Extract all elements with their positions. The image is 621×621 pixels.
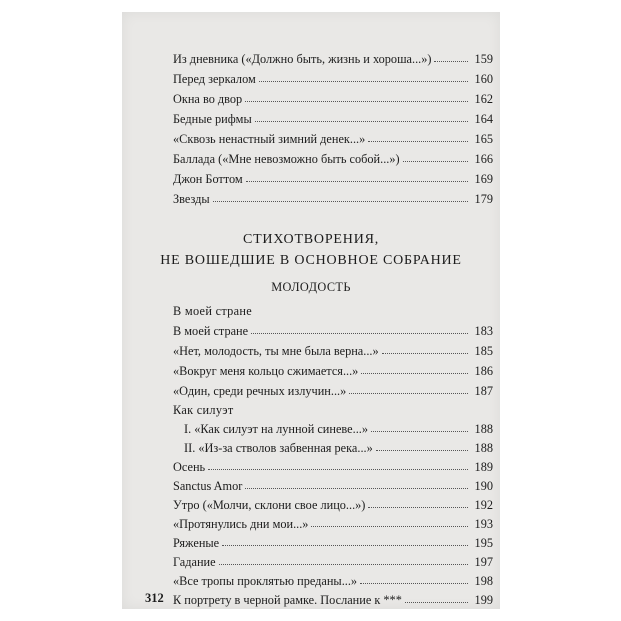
toc-entry-page: 199: [474, 593, 493, 607]
subsection-heading: МОЛОДОСТЬ: [271, 280, 351, 294]
toc-entry-title: Джон Боттом: [173, 172, 243, 186]
toc-entry: [173, 131, 493, 149]
toc-entry-title: Звезды: [173, 192, 210, 206]
toc-entry-title: Ряженые: [173, 536, 220, 550]
toc-entry-page: 166: [474, 152, 493, 166]
leader-dots: [208, 459, 468, 470]
toc-entry-title: Из дневника («Должно быть, жизнь и хороша...»): [173, 52, 432, 66]
toc-entry: [173, 71, 493, 89]
toc-entry: [173, 459, 493, 477]
toc-entry-page: 193: [474, 517, 493, 531]
toc-entry: [173, 51, 493, 69]
toc-entry-title: Окна во двор: [173, 92, 243, 106]
leader-dots: [311, 516, 468, 527]
toc-entry-title: Утро («Молчи, склони свое лицо...»): [173, 498, 366, 512]
toc-entry-page: 160: [474, 72, 493, 86]
toc-entry-page: 159: [474, 52, 493, 66]
section-heading-line2: НЕ ВОШЕДШИЕ В ОСНОВНОЕ СОБРАНИЕ: [160, 253, 462, 268]
toc-entry: [173, 516, 493, 534]
toc-entry-title: «Один, среди речных излучин...»: [173, 384, 347, 398]
toc-entry-title: Бедные рифмы: [173, 112, 252, 126]
leader-dots: [376, 440, 468, 451]
toc-entry: [173, 497, 493, 515]
leader-dots: [259, 71, 468, 82]
toc-entry-page: 197: [474, 555, 493, 569]
toc-entry-page: 185: [474, 344, 493, 358]
leader-dots: [434, 51, 468, 62]
toc-entry-title: Баллада («Мне невозможно быть собой...»): [173, 152, 400, 166]
toc-entry-title: «Нет, молодость, ты мне была верна...»: [173, 344, 379, 358]
toc-entry: [173, 111, 493, 129]
toc-entry-title: В моей стране: [173, 324, 249, 338]
toc-entry-title: II. «Из-за стволов забвенная река...»: [184, 441, 373, 455]
toc-entry-page: 187: [474, 384, 493, 398]
leader-dots: [371, 421, 468, 432]
leader-dots: [213, 191, 468, 202]
leader-dots: [222, 535, 468, 546]
toc-entry-page: 186: [474, 364, 493, 378]
toc-entry-title: «Сквозь ненастный зимний денек...»: [173, 132, 366, 146]
toc-entry-page: 164: [474, 112, 493, 126]
toc-entry-title: «Протянулись дни мои...»: [173, 517, 309, 531]
toc-entry-page: 183: [474, 324, 493, 338]
leader-dots: [360, 573, 468, 584]
leader-dots: [405, 592, 468, 603]
leader-dots: [255, 111, 468, 122]
leader-dots: [245, 91, 468, 102]
toc-entry: [173, 535, 493, 553]
toc-entry-page: 198: [474, 574, 493, 588]
leader-dots: [382, 343, 468, 354]
group-title: Как силуэт: [173, 403, 234, 417]
toc-entry: [173, 478, 493, 496]
toc-entry: [173, 573, 493, 591]
toc-entry: [173, 151, 493, 169]
toc-entry-page: 190: [474, 479, 493, 493]
toc-entry-title: «Вокруг меня кольцо сжимается...»: [173, 364, 359, 378]
toc-entry: [173, 91, 493, 109]
toc-entry-title: К портрету в черной рамке. Послание к ***: [173, 593, 402, 607]
toc-entry: [173, 592, 493, 610]
toc-entry-page: 179: [474, 192, 493, 206]
toc-entry-title: Sanctus Amor: [173, 479, 243, 493]
toc-entry-page: 195: [474, 536, 493, 550]
toc-entry-title: Гадание: [173, 555, 216, 569]
toc-entry-title: Перед зеркалом: [173, 72, 256, 86]
toc-entry-page: 188: [474, 441, 493, 455]
toc-entry-title: Осень: [173, 460, 206, 474]
toc-entry: [173, 554, 493, 572]
toc-entry: [173, 191, 493, 209]
toc-entry: [184, 440, 493, 458]
toc-entry: [184, 421, 493, 439]
leader-dots: [368, 131, 468, 142]
section-heading-line1: СТИХОТВОРЕНИЯ,: [242, 232, 380, 247]
leader-dots: [219, 554, 468, 565]
toc-entry: [173, 343, 493, 361]
page-number: 312: [145, 591, 164, 605]
leader-dots: [403, 151, 468, 162]
toc-entry: [173, 363, 493, 381]
leader-dots: [368, 497, 468, 508]
leader-dots: [361, 363, 468, 374]
toc-entry-title: «Все тропы проклятью преданы...»: [173, 574, 358, 588]
toc-entry-page: 192: [474, 498, 493, 512]
toc-entry-page: 188: [474, 422, 493, 436]
toc-entry-page: 162: [474, 92, 493, 106]
toc-entry: [173, 171, 493, 189]
toc-entry-page: 165: [474, 132, 493, 146]
leader-dots: [245, 478, 468, 489]
leader-dots: [246, 171, 468, 182]
toc-entry-page: 189: [474, 460, 493, 474]
leader-dots: [251, 323, 468, 334]
toc-entry: [173, 323, 493, 341]
cycle-title: В моей стране: [173, 304, 252, 318]
table-of-contents: [122, 12, 500, 609]
toc-entry-page: 169: [474, 172, 493, 186]
toc-entry: [173, 383, 493, 401]
leader-dots: [349, 383, 468, 394]
book-page: [122, 12, 500, 609]
toc-entry-title: I. «Как силуэт на лунной синеве...»: [184, 422, 368, 436]
